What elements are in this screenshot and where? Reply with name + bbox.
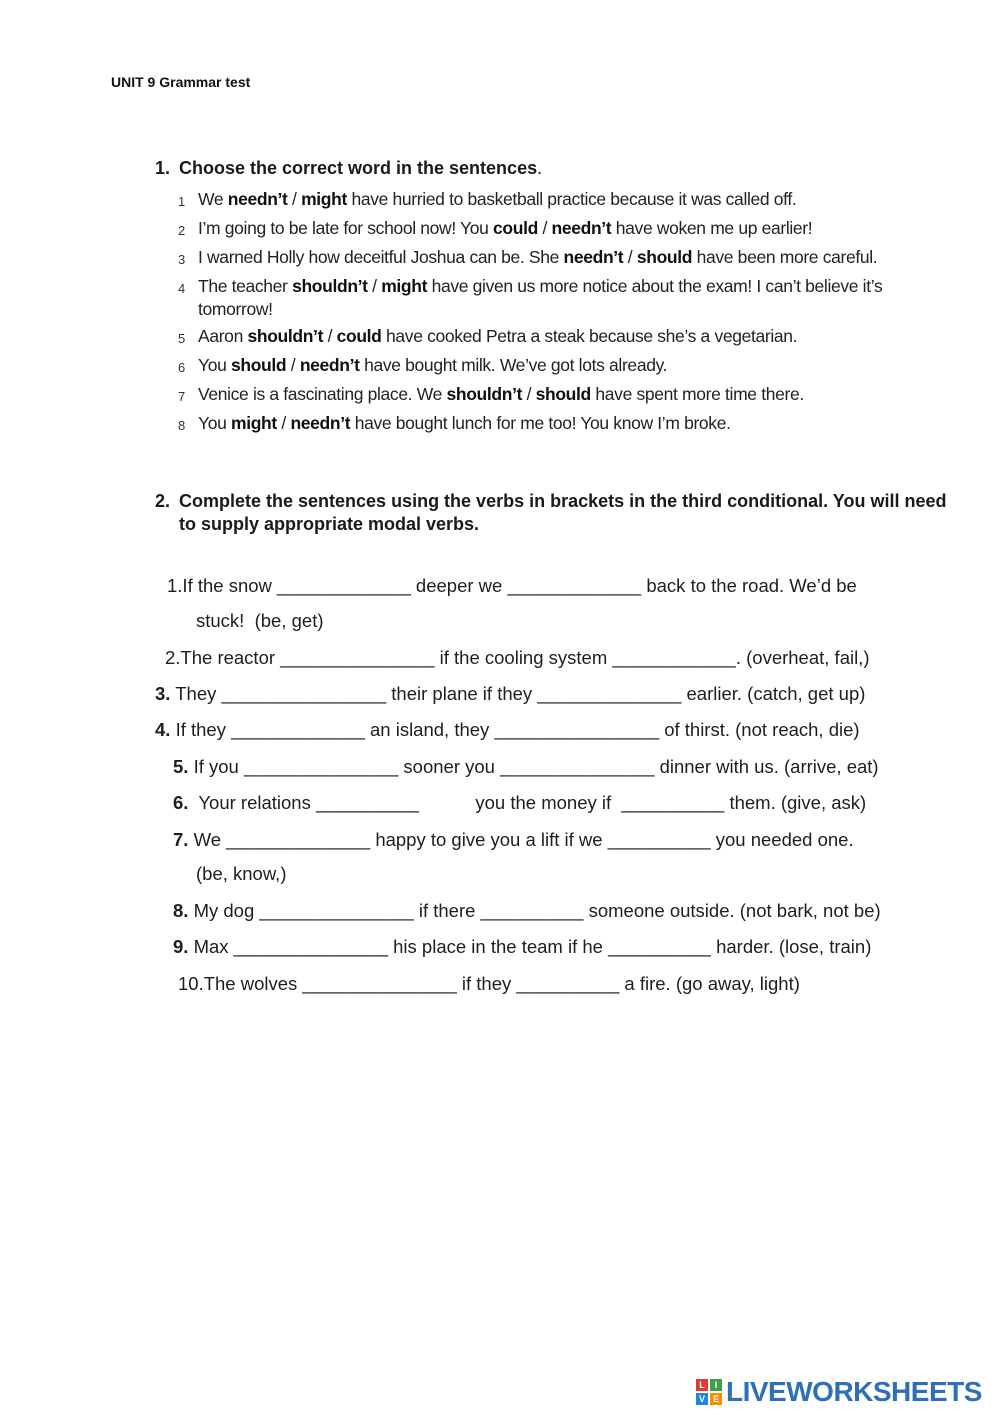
sentence-line[interactable]: 4. If they _____________ an island, they ________________ of thirst. (not reach, die): [155, 719, 860, 740]
list-item: 7 Venice is a fascinating place. We shouldn’t / should have spent more time there.: [178, 384, 804, 404]
option-a[interactable]: shouldn’t: [292, 276, 368, 296]
logo-letter: V: [696, 1393, 708, 1405]
option-a[interactable]: should: [231, 355, 287, 375]
option-b[interactable]: needn’t: [290, 413, 351, 433]
logo-text: LIVEWORKSHEETS: [726, 1376, 982, 1407]
sentence-line[interactable]: 10.The wolves _______________ if they __________ a fire. (go away, light): [178, 973, 800, 994]
option-b[interactable]: could: [336, 326, 382, 346]
list-item: 3 I warned Holly how deceitful Joshua can be. She needn’t / should have been more careful.: [178, 247, 878, 267]
list-item: 4 The teacher shouldn’t / might have given us more notice about the exam! I can’t believe it’s tomorrow!: [178, 276, 883, 319]
option-b[interactable]: might: [301, 189, 347, 209]
question-1-heading: 1. Choose the correct word in the sentences.: [155, 158, 543, 178]
option-a[interactable]: could: [493, 218, 538, 238]
option-a[interactable]: shouldn’t: [247, 326, 324, 346]
option-b[interactable]: should: [535, 384, 591, 404]
question-number: 1.: [155, 158, 171, 178]
sentence-line[interactable]: 7. We ______________ happy to give you a lift if we __________ you needed one.: [173, 829, 854, 850]
sentence-line[interactable]: 3. They ________________ their plane if they ______________ earlier. (catch, get up): [155, 683, 866, 704]
question-text: Choose the correct word in the sentences: [179, 158, 538, 178]
option-b[interactable]: should: [636, 247, 693, 267]
option-a[interactable]: shouldn’t: [446, 384, 523, 404]
document-title: UNIT 9 Grammar test: [111, 74, 251, 90]
list-item: 1 We needn’t / might have hurried to basketball practice because it was called off.: [178, 189, 797, 209]
list-item: 2 I’m going to be late for school now! You could / needn’t have woken me up earlier!: [178, 218, 813, 238]
logo-letter: L: [696, 1379, 708, 1391]
logo-letter: I: [710, 1379, 722, 1391]
sentence-line[interactable]: 1.If the snow _____________ deeper we _____________ back to the road. We’d be: [167, 575, 857, 596]
liveworksheets-logo[interactable]: [696, 1376, 982, 1408]
logo-mark-icon: [696, 1379, 722, 1405]
option-a[interactable]: might: [231, 413, 277, 433]
option-a[interactable]: needn’t: [227, 189, 288, 209]
sentence-line[interactable]: 9. Max _______________ his place in the team if he __________ harder. (lose, train): [173, 936, 872, 957]
list-item: 5 Aaron shouldn’t / could have cooked Petra a steak because she’s a vegetarian.: [178, 326, 798, 346]
option-a[interactable]: needn’t: [563, 247, 624, 267]
option-b[interactable]: needn’t: [551, 218, 612, 238]
question-1-list: [178, 188, 948, 441]
logo-letter: E: [710, 1393, 722, 1405]
sentence-line[interactable]: stuck! (be, get): [196, 610, 324, 631]
option-b[interactable]: might: [381, 276, 428, 296]
sentence-line[interactable]: 6. Your relations __________ you the money if __________ them. (give, ask): [173, 792, 867, 813]
list-item: 8 You might / needn’t have bought lunch for me too! You know I’m broke.: [178, 413, 731, 433]
option-b[interactable]: needn’t: [299, 355, 360, 375]
question-text: Complete the sentences using the verbs in brackets in the third conditional. You will need to supply appropriate modal verbs.: [179, 491, 947, 534]
question-number: 2.: [155, 491, 171, 511]
question-2-heading: [155, 490, 955, 536]
sentence-line[interactable]: 2.The reactor _______________ if the cooling system ____________. (overheat, fail,): [165, 647, 870, 668]
sentence-line[interactable]: 8. My dog _______________ if there __________ someone outside. (not bark, not be): [173, 900, 881, 921]
sentence-line[interactable]: (be, know,): [196, 863, 287, 884]
sentence-line[interactable]: 5. If you _______________ sooner you _______________ dinner with us. (arrive, eat): [173, 756, 879, 777]
list-item: 6 You should / needn’t have bought milk. We’ve got lots already.: [178, 355, 668, 375]
